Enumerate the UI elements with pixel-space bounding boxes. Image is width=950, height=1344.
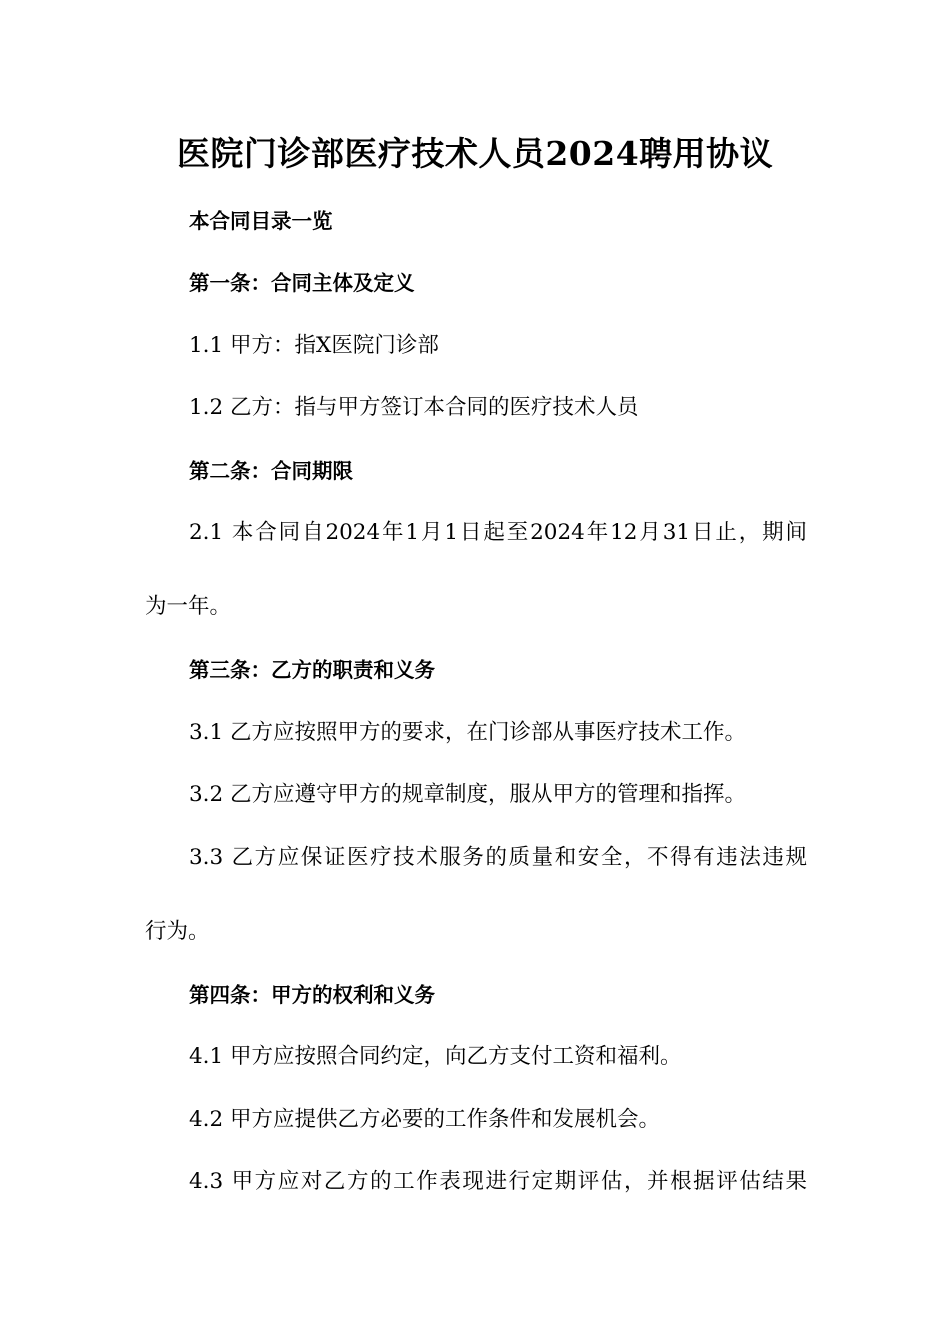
- clause-4-2: 4.2 甲方应提供乙方必要的工作条件和发展机会。: [189, 1107, 661, 1132]
- clause-2-1-line-2: 为一年。: [145, 594, 232, 619]
- document-title: 医院门诊部医疗技术人员2024聘用协议: [176, 134, 774, 173]
- clause-2-1-line-1: 2.1 本合同自2024年1月1日起至2024年12月31日止，期间: [189, 520, 807, 545]
- clause-3-3-line-2: 行为。: [145, 919, 210, 944]
- clause-4-1: 4.1 甲方应按照合同约定，向乙方支付工资和福利。: [189, 1044, 682, 1069]
- toc-heading: 本合同目录一览: [189, 209, 333, 233]
- clause-1-2: 1.2 乙方：指与甲方签订本合同的医疗技术人员: [189, 395, 639, 420]
- article-2-heading: 第二条：合同期限: [189, 459, 353, 483]
- clause-3-1: 3.1 乙方应按照甲方的要求，在门诊部从事医疗技术工作。: [189, 720, 747, 745]
- clause-3-2: 3.2 乙方应遵守甲方的规章制度，服从甲方的管理和指挥。: [189, 782, 747, 807]
- clause-1-1: 1.1 甲方：指X医院门诊部: [189, 333, 439, 358]
- article-1-heading: 第一条：合同主体及定义: [189, 271, 415, 295]
- clause-4-3-line-1: 4.3 甲方应对乙方的工作表现进行定期评估，并根据评估结果: [189, 1169, 807, 1194]
- article-4-heading: 第四条：甲方的权利和义务: [189, 983, 435, 1007]
- clause-3-3-line-1: 3.3 乙方应保证医疗技术服务的质量和安全，不得有违法违规: [189, 845, 807, 870]
- article-3-heading: 第三条：乙方的职责和义务: [189, 658, 435, 682]
